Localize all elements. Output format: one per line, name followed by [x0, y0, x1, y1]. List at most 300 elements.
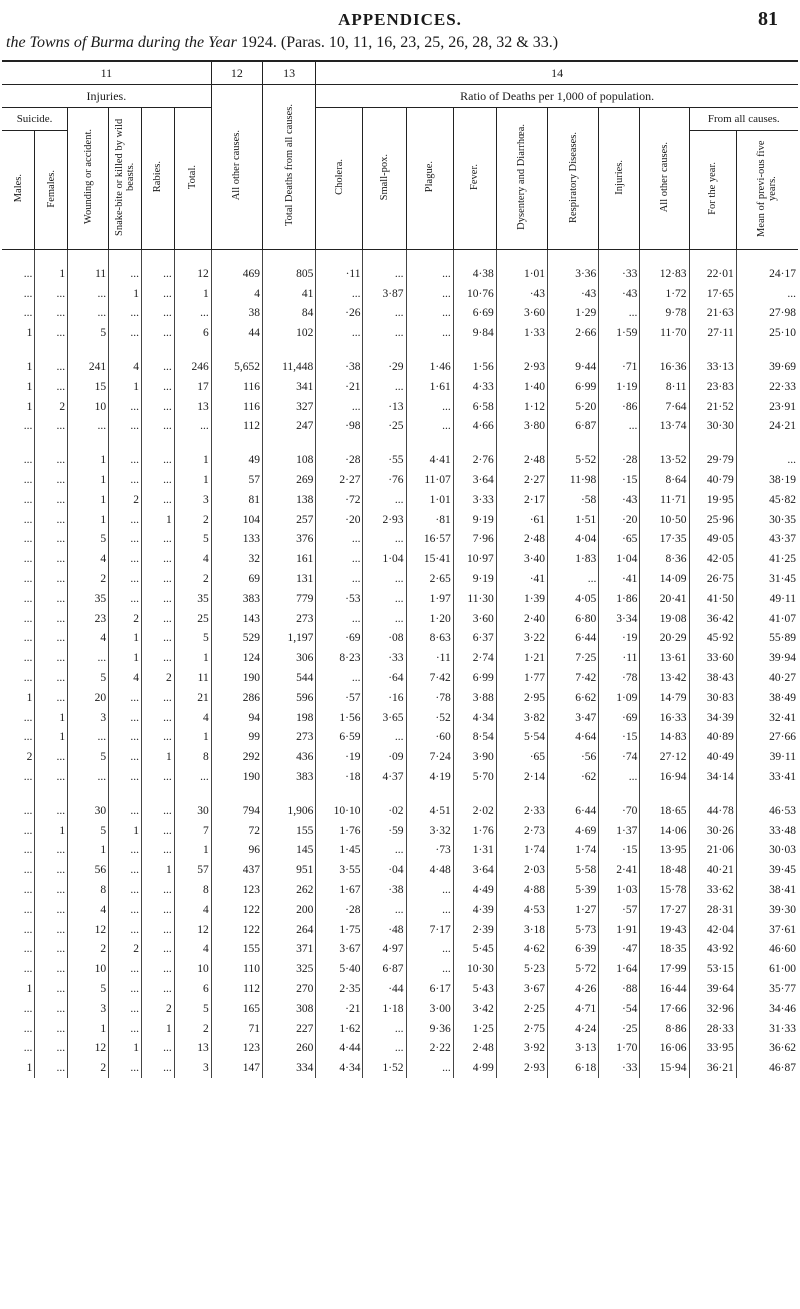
table-cell: ...: [35, 304, 68, 324]
table-cell: 5: [68, 668, 109, 688]
table-cell: 161: [262, 549, 315, 569]
table-cell: ...: [363, 609, 406, 629]
table-row: [2, 530, 798, 550]
table-cell: ...: [109, 1019, 142, 1039]
table-cell: 3·65: [363, 708, 406, 728]
table-cell: ·08: [363, 629, 406, 649]
table-cell: 3·82: [496, 708, 547, 728]
table-cell: 1: [109, 377, 142, 397]
table-cell: 1: [68, 490, 109, 510]
table-cell: 138: [262, 490, 315, 510]
table-cell: 35: [68, 589, 109, 609]
table-cell: 10: [68, 959, 109, 979]
table-cell: 22·33: [736, 377, 798, 397]
table-cell: 325: [262, 959, 315, 979]
table-cell: ·26: [316, 304, 363, 324]
table-cell: 5·70: [453, 767, 496, 787]
table-cell: 1·46: [406, 357, 453, 377]
table-cell: 16·33: [640, 708, 689, 728]
table-cell: 3·88: [453, 688, 496, 708]
table-cell: ...: [23, 1042, 33, 1055]
table-cell: ...: [35, 417, 68, 437]
table-cell: 262: [262, 880, 315, 900]
table-cell: 4·19: [406, 767, 453, 787]
table-cell: 9·19: [453, 510, 496, 530]
table-cell: 286: [211, 688, 262, 708]
table-cell: 33·95: [689, 1038, 736, 1058]
table-cell: ...: [23, 553, 33, 566]
table-cell: 1: [26, 982, 33, 995]
table-row: [2, 728, 798, 748]
table-cell: ...: [35, 549, 68, 569]
col-number-13: 13: [262, 61, 315, 85]
table-cell: 270: [262, 979, 315, 999]
table-cell: 1·76: [316, 821, 363, 841]
table-cell: 35: [174, 589, 211, 609]
table-cell: 2·65: [406, 569, 453, 589]
table-cell: ...: [35, 530, 68, 550]
table-cell: 5: [174, 999, 211, 1019]
table-cell: 2·39: [453, 920, 496, 940]
table-cell: 3: [174, 490, 211, 510]
table-cell: 2: [141, 999, 174, 1019]
table-cell: ...: [363, 377, 406, 397]
table-cell: ...: [109, 323, 142, 343]
table-cell: ...: [23, 731, 33, 744]
table-cell: 4·66: [453, 417, 496, 437]
table-cell: 104: [211, 510, 262, 530]
table-cell: ...: [363, 323, 406, 343]
table-cell: 1: [174, 450, 211, 470]
table-cell: ...: [35, 510, 68, 530]
table-cell: ...: [109, 880, 142, 900]
table-cell: 3·64: [453, 860, 496, 880]
table-cell: 13·42: [640, 668, 689, 688]
table-cell: ...: [35, 999, 68, 1019]
table-cell: 1·74: [548, 841, 599, 861]
table-cell: 1: [174, 841, 211, 861]
table-cell: ...: [109, 920, 142, 940]
table-cell: 1: [109, 821, 142, 841]
table-cell: 5: [68, 323, 109, 343]
table-cell: ·41: [496, 569, 547, 589]
col-number-11: 11: [2, 61, 211, 85]
table-cell: 27·98: [736, 304, 798, 324]
table-cell: ...: [141, 377, 174, 397]
table-cell: 122: [211, 920, 262, 940]
table-cell: 3·22: [496, 629, 547, 649]
table-cell: 18·35: [640, 940, 689, 960]
table-cell: 1·51: [548, 510, 599, 530]
table-cell: 24·21: [736, 417, 798, 437]
table-cell: 1·83: [548, 549, 599, 569]
table-cell: 12: [174, 920, 211, 940]
table-cell: ...: [141, 708, 174, 728]
table-cell: 4·88: [496, 880, 547, 900]
table-cell: ...: [109, 589, 142, 609]
table-cell: 2: [174, 569, 211, 589]
header-cholera: Cholera.: [316, 108, 363, 250]
table-cell: 55·89: [736, 629, 798, 649]
table-cell: 5: [68, 747, 109, 767]
table-cell: ...: [23, 1022, 33, 1035]
table-cell: 42·04: [689, 920, 736, 940]
table-cell: 38·49: [736, 688, 798, 708]
table-row: [2, 900, 798, 920]
table-row: [2, 1058, 798, 1078]
table-row: [2, 648, 798, 668]
table-cell: 99: [211, 728, 262, 748]
table-cell: 16·44: [640, 979, 689, 999]
table-cell: 39·69: [736, 357, 798, 377]
table-cell: ...: [35, 629, 68, 649]
table-cell: 7·25: [548, 648, 599, 668]
table-cell: 5: [174, 629, 211, 649]
table-cell: 5·52: [548, 450, 599, 470]
table-cell: 371: [262, 940, 315, 960]
table-cell: ...: [23, 287, 33, 300]
table-cell: ...: [406, 264, 453, 284]
table-cell: 2·48: [453, 1038, 496, 1058]
table-cell: 6: [174, 979, 211, 999]
table-cell: ...: [35, 589, 68, 609]
table-cell: ...: [23, 612, 33, 625]
table-cell: 19·08: [640, 609, 689, 629]
table-cell: 1: [174, 470, 211, 490]
group-spacer: [2, 250, 798, 265]
table-cell: 1: [35, 821, 68, 841]
table-cell: 437: [211, 860, 262, 880]
table-cell: 13: [174, 1038, 211, 1058]
table-cell: 2·93: [496, 357, 547, 377]
table-cell: ...: [141, 549, 174, 569]
table-cell: 1·75: [316, 920, 363, 940]
table-cell: 1·21: [496, 648, 547, 668]
table-cell: ·73: [406, 841, 453, 861]
header-mean-five-years: Mean of previ-ous five years.: [736, 131, 798, 250]
table-cell: 19·43: [640, 920, 689, 940]
table-cell: 1·59: [599, 323, 640, 343]
table-cell: ·11: [599, 648, 640, 668]
table-cell: 123: [211, 880, 262, 900]
table-cell: 133: [211, 530, 262, 550]
table-cell: ·15: [599, 841, 640, 861]
table-cell: ...: [141, 304, 174, 324]
table-cell: 3·64: [453, 470, 496, 490]
table-cell: ·65: [496, 747, 547, 767]
table-cell: 1·61: [406, 377, 453, 397]
table-cell: 7·42: [548, 668, 599, 688]
table-cell: 1: [109, 1038, 142, 1058]
table-cell: 6·39: [548, 940, 599, 960]
table-cell: ...: [363, 264, 406, 284]
table-cell: 1,906: [262, 801, 315, 821]
table-row: [2, 377, 798, 397]
table-cell: ...: [141, 959, 174, 979]
table-cell: ...: [109, 264, 142, 284]
table-cell: ...: [363, 728, 406, 748]
table-cell: ...: [35, 940, 68, 960]
table-cell: 49·05: [689, 530, 736, 550]
table-cell: 1: [35, 708, 68, 728]
table-cell: 30·03: [736, 841, 798, 861]
table-cell: 155: [211, 940, 262, 960]
table-cell: 94: [211, 708, 262, 728]
table-cell: 1·72: [640, 284, 689, 304]
table-cell: 18·65: [640, 801, 689, 821]
table-cell: 5·39: [548, 880, 599, 900]
table-cell: 8: [174, 747, 211, 767]
table-cell: 1: [141, 747, 174, 767]
table-cell: 596: [262, 688, 315, 708]
table-cell: 3·36: [548, 264, 599, 284]
table-cell: 6·62: [548, 688, 599, 708]
table-cell: 38: [211, 304, 262, 324]
table-cell: 1·76: [453, 821, 496, 841]
table-cell: 2·48: [496, 450, 547, 470]
table-cell: 3·87: [363, 284, 406, 304]
table-cell: ...: [23, 824, 33, 837]
table-cell: 23·91: [736, 397, 798, 417]
table-cell: ...: [141, 417, 174, 437]
table-cell: ·52: [406, 708, 453, 728]
table-cell: 5·45: [453, 940, 496, 960]
table-cell: 2·33: [496, 801, 547, 821]
table-cell: 36·62: [736, 1038, 798, 1058]
table-cell: ·57: [599, 900, 640, 920]
table-cell: 7·17: [406, 920, 453, 940]
table-cell: 1·56: [316, 708, 363, 728]
header-females: Females.: [35, 131, 68, 250]
table-cell: 2·17: [496, 490, 547, 510]
table-cell: 14·83: [640, 728, 689, 748]
table-cell: 4: [174, 900, 211, 920]
table-cell: ...: [141, 490, 174, 510]
table-cell: 4: [174, 708, 211, 728]
table-cell: 44: [211, 323, 262, 343]
table-cell: ·28: [599, 450, 640, 470]
table-cell: ·15: [599, 728, 640, 748]
table-cell: 1·31: [453, 841, 496, 861]
mortality-table: [2, 60, 798, 1078]
header-males: Males.: [2, 131, 35, 250]
table-cell: 15·94: [640, 1058, 689, 1078]
table-row: [2, 417, 798, 437]
table-row: [2, 304, 798, 324]
table-cell: 46·53: [736, 801, 798, 821]
table-cell: 1: [26, 380, 33, 393]
table-cell: 4·38: [453, 264, 496, 284]
table-cell: 5·73: [548, 920, 599, 940]
table-cell: 32·41: [736, 708, 798, 728]
table-cell: 45·82: [736, 490, 798, 510]
table-cell: ...: [23, 963, 33, 976]
table-cell: ·43: [496, 284, 547, 304]
table-cell: 2·74: [453, 648, 496, 668]
table-cell: ...: [316, 569, 363, 589]
table-row: [2, 284, 798, 304]
table-cell: 15: [68, 377, 109, 397]
table-cell: ·04: [363, 860, 406, 880]
table-cell: ·33: [599, 264, 640, 284]
table-cell: 1: [35, 728, 68, 748]
table-cell: ...: [141, 264, 174, 284]
table-cell: ...: [23, 672, 33, 685]
table-cell: 10: [174, 959, 211, 979]
table-row: [2, 688, 798, 708]
header-respiratory: Respiratory Diseases.: [548, 108, 599, 250]
table-cell: ...: [109, 510, 142, 530]
table-cell: 2·22: [406, 1038, 453, 1058]
table-cell: 61·00: [736, 959, 798, 979]
table-cell: 27·11: [689, 323, 736, 343]
table-cell: 35·77: [736, 979, 798, 999]
table-cell: ...: [109, 841, 142, 861]
table-row: [2, 841, 798, 861]
table-cell: 12: [68, 920, 109, 940]
table-cell: ...: [141, 629, 174, 649]
table-cell: ·43: [599, 490, 640, 510]
table-cell: ·21: [316, 999, 363, 1019]
table-cell: ...: [35, 490, 68, 510]
table-cell: 34·46: [736, 999, 798, 1019]
table-cell: ...: [316, 284, 363, 304]
table-cell: 3·42: [453, 999, 496, 1019]
table-cell: 116: [211, 397, 262, 417]
table-cell: ...: [23, 493, 33, 506]
table-cell: 1·67: [316, 880, 363, 900]
table-cell: 17·27: [640, 900, 689, 920]
table-row: [2, 708, 798, 728]
table-cell: ...: [363, 841, 406, 861]
table-cell: 8·64: [640, 470, 689, 490]
table-cell: 1: [174, 728, 211, 748]
table-cell: ...: [141, 397, 174, 417]
table-cell: 3·90: [453, 747, 496, 767]
header-for-the-year: For the year.: [689, 131, 736, 250]
table-cell: 39·45: [736, 860, 798, 880]
table-cell: 951: [262, 860, 315, 880]
table-cell: 6·80: [548, 609, 599, 629]
table-cell: ...: [141, 470, 174, 490]
table-cell: 16·94: [640, 767, 689, 787]
table-cell: 4: [174, 549, 211, 569]
table-cell: ...: [35, 920, 68, 940]
table-cell: ·70: [599, 801, 640, 821]
table-cell: 10·76: [453, 284, 496, 304]
table-cell: 200: [262, 900, 315, 920]
table-cell: ·19: [599, 629, 640, 649]
table-cell: ...: [141, 801, 174, 821]
table-cell: 30: [174, 801, 211, 821]
table-cell: ...: [35, 767, 68, 787]
table-cell: 17·99: [640, 959, 689, 979]
table-cell: 2·35: [316, 979, 363, 999]
table-cell: 49: [211, 450, 262, 470]
table-cell: ...: [174, 304, 211, 324]
table-cell: 27·66: [736, 728, 798, 748]
table-cell: ...: [363, 530, 406, 550]
table-cell: 4·53: [496, 900, 547, 920]
table-cell: 3·80: [496, 417, 547, 437]
header-rabies: Rabies.: [141, 108, 174, 250]
table-row: [2, 397, 798, 417]
table-cell: 1·04: [363, 549, 406, 569]
header-wounding: Wounding or accident.: [68, 108, 109, 250]
table-cell: ...: [141, 880, 174, 900]
table-cell: ...: [109, 979, 142, 999]
group-header-row: [2, 85, 798, 108]
table-cell: ·38: [363, 880, 406, 900]
table-cell: 1·25: [453, 1019, 496, 1039]
table-cell: ...: [23, 864, 33, 877]
table-cell: 2: [68, 569, 109, 589]
table-cell: ...: [35, 841, 68, 861]
table-cell: ...: [68, 767, 109, 787]
table-cell: 1: [141, 510, 174, 530]
table-cell: ·43: [599, 284, 640, 304]
table-cell: 5·23: [496, 959, 547, 979]
table-cell: 72: [211, 821, 262, 841]
table-cell: 376: [262, 530, 315, 550]
table-cell: 38·43: [689, 668, 736, 688]
table-cell: ·61: [496, 510, 547, 530]
table-cell: 1·77: [496, 668, 547, 688]
table-cell: 1·70: [599, 1038, 640, 1058]
table-cell: ·15: [599, 470, 640, 490]
table-row: [2, 880, 798, 900]
table-cell: ...: [109, 728, 142, 748]
table-cell: 20·41: [640, 589, 689, 609]
table-cell: 108: [262, 450, 315, 470]
table-cell: ·21: [316, 377, 363, 397]
table-cell: 30·35: [736, 510, 798, 530]
table-cell: ...: [23, 884, 33, 896]
table-cell: ...: [23, 804, 33, 817]
table-cell: ·88: [599, 979, 640, 999]
table-cell: ...: [23, 711, 33, 724]
table-cell: ·76: [363, 470, 406, 490]
table-cell: 1: [26, 691, 33, 704]
table-cell: ·16: [363, 688, 406, 708]
table-row: [2, 510, 798, 530]
table-cell: ...: [35, 377, 68, 397]
table-cell: ...: [35, 1058, 68, 1078]
table-cell: ...: [316, 668, 363, 688]
table-cell: 1: [141, 860, 174, 880]
table-cell: 37·61: [736, 920, 798, 940]
table-cell: 8·86: [640, 1019, 689, 1039]
table-cell: 29·79: [689, 450, 736, 470]
table-cell: ...: [141, 688, 174, 708]
table-cell: 1·62: [316, 1019, 363, 1039]
table-cell: 33·60: [689, 648, 736, 668]
col-number-12: 12: [211, 61, 262, 85]
table-cell: ·19: [316, 747, 363, 767]
header-plague: Plague.: [406, 108, 453, 250]
table-cell: 436: [262, 747, 315, 767]
table-cell: 5: [68, 530, 109, 550]
table-cell: 2: [68, 1058, 109, 1078]
table-cell: 6·87: [363, 959, 406, 979]
table-cell: 2: [109, 490, 142, 510]
table-cell: 269: [262, 470, 315, 490]
table-cell: 31·33: [736, 1019, 798, 1039]
table-cell: 8·11: [640, 377, 689, 397]
table-cell: 3: [68, 999, 109, 1019]
table-cell: ...: [141, 1058, 174, 1078]
table-cell: 6·58: [453, 397, 496, 417]
